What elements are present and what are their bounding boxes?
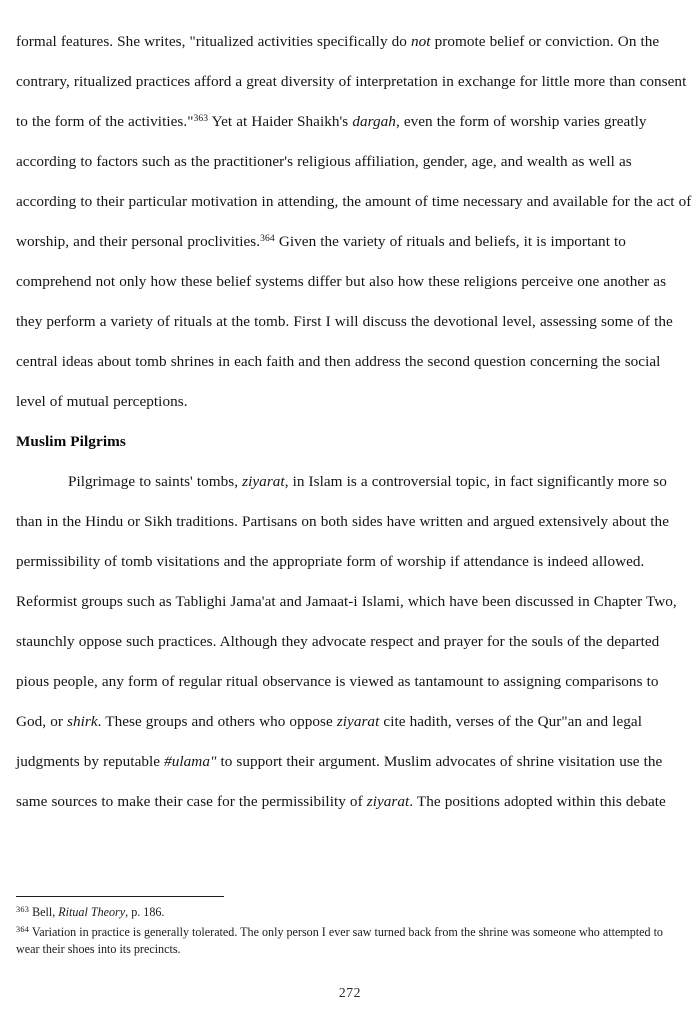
paragraph-ziyarat-debate: [16, 462, 692, 822]
text-run: Bell,: [29, 905, 59, 919]
footnote-ref-364[interactable]: 364: [260, 233, 275, 244]
text-run: Variation in practice is generally tolerated. The only person I ever saw turned back from the shrine was someone who attempted to wear their shoes into its precincts.: [16, 924, 663, 957]
text-run: to support their argument. Muslim advocates of shrine visitation use the same sources to make their case for the permissibility of: [16, 753, 663, 810]
footnote-number-363: 363: [16, 905, 30, 914]
text-run: . These groups and others who oppose: [97, 713, 337, 730]
italic-title-ritual-theory: Ritual Theory: [58, 905, 126, 919]
italic-term-ulama: #ulama": [164, 753, 217, 770]
footnote-ref-363[interactable]: 363: [193, 113, 209, 124]
footnote-363: [16, 904, 688, 922]
text-run: formal features. She writes, "ritualized activities specifically do: [16, 33, 411, 50]
text-run: , even the form of worship varies greatly according to factors such as the practitioner's religious affiliation, gender, age, and wealth as well as according to their particular motivation in attending, the amount of time necessary and available for the act of worship, and their personal proclivities.: [16, 113, 692, 250]
footnote-separator-rule: [16, 896, 224, 897]
text-run: , in Islam is a controversial topic, in fact significantly more so than in the Hindu or Sikh traditions. Partisans on both sides have written and argued extensively about the permissibility of tomb visitations and the appropriate form of worship if attendance is indeed allowed. Reformist groups such as Tablighi Jama'at and Jamaat-i Islami, which have been discussed in Chapter Two, staunchly oppose such practices. Although they advocate respect and prayer for the souls of the departed pious people, any form of regular ritual observance is viewed as tantamount to assigning comparisons to God, or: [16, 473, 677, 730]
text-run: , p. 186.: [125, 905, 165, 919]
text-run: . The positions adopted within this debate: [409, 793, 666, 810]
page-number: 272: [338, 985, 362, 1000]
italic-term-shirk: shirk: [67, 713, 98, 730]
text-run: promote belief or conviction. On the contrary, ritualized practices afford a great diversity of interpretation in exchange for little more than consent to the form of the activities.": [16, 33, 687, 130]
text-run: Yet at Haider Shaikh's: [208, 113, 353, 130]
italic-term-ziyarat-3: ziyarat: [366, 793, 410, 810]
italic-term-ziyarat-1: ziyarat: [242, 473, 285, 490]
paragraph-ritual-features: [16, 22, 692, 422]
italic-term-dargah: dargah: [352, 113, 396, 130]
footnote-number-364: 364: [16, 924, 30, 934]
italic-term-not: not: [410, 33, 431, 50]
footnote-364: [16, 924, 688, 959]
section-heading-muslim-pilgrims: Muslim Pilgrims: [16, 433, 126, 450]
text-run: Pilgrimage to saints' tombs,: [68, 473, 243, 490]
footnote-block: [16, 904, 688, 959]
text-run: Given the variety of rituals and beliefs, it is important to comprehend not only how these belief systems differ but also how these religions perceive one another as they perform a variety of rituals at the tomb. First I will discuss the devotional level, assessing some of the central ideas about tomb shrines in each faith and then address the second question concerning the social level of mutual perceptions.: [16, 233, 673, 410]
text-run: cite hadith, verses of the Qur"an and legal judgments by reputable: [16, 713, 642, 770]
body-text-block: [16, 22, 692, 822]
italic-term-ziyarat-2: ziyarat: [336, 713, 380, 730]
